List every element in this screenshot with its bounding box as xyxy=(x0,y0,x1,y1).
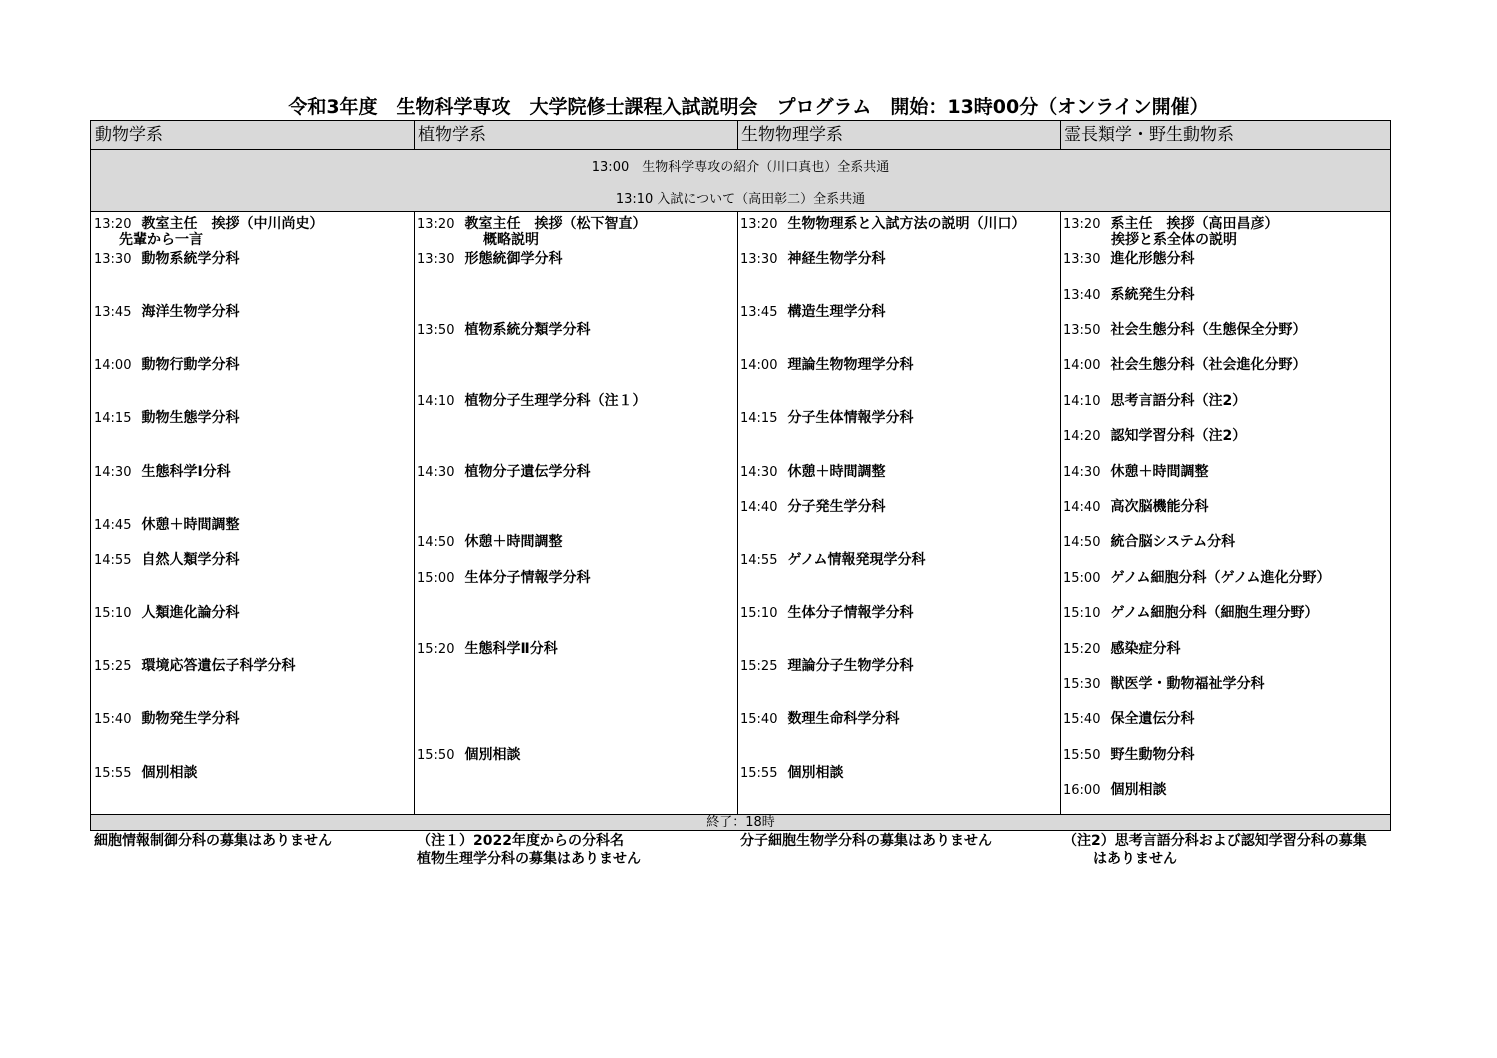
session-label: ゲノム細胞分科（細胞生理分野） xyxy=(1110,605,1319,621)
session-time: 14:50 xyxy=(417,535,455,550)
schedule-row xyxy=(417,744,520,764)
schedule-row xyxy=(740,762,843,782)
session-time: 14:30 xyxy=(1063,465,1101,480)
session-label: 休憩＋時間調整 xyxy=(787,464,886,480)
schedule-row xyxy=(1063,638,1180,658)
column-divider xyxy=(414,212,415,814)
session-time: 14:45 xyxy=(94,518,132,533)
schedule-row xyxy=(1063,567,1331,587)
session-label: 社会生態分科（社会進化分野） xyxy=(1110,357,1307,373)
session-label: 神経生物学分科 xyxy=(787,251,886,267)
footnote: （注１）2022年度からの分科名 xyxy=(417,833,624,849)
schedule-row xyxy=(1063,354,1306,374)
session-time: 15:10 xyxy=(94,606,132,621)
session-label: 野生動物分科 xyxy=(1110,747,1195,763)
schedule-row xyxy=(417,461,590,481)
session-label: 休憩＋時間調整 xyxy=(141,517,240,533)
session-subtitle: 概略説明 xyxy=(483,232,539,248)
schedule-row xyxy=(740,407,913,427)
session-time: 15:55 xyxy=(94,766,132,781)
schedule-row xyxy=(1063,319,1306,339)
header-botany: 植物学系 xyxy=(414,121,737,150)
schedule-row xyxy=(740,354,913,374)
session-label: ゲノム情報発現学分科 xyxy=(787,552,926,568)
schedule-row xyxy=(1063,708,1194,728)
session-label: 形態統御学分科 xyxy=(464,251,563,267)
column-divider xyxy=(414,121,415,150)
session-label: 動物系統学分科 xyxy=(141,251,240,267)
session-time: 15:20 xyxy=(417,642,455,657)
session-label: 休憩＋時間調整 xyxy=(1110,464,1209,480)
schedule-row xyxy=(1063,744,1194,764)
session-time: 13:30 xyxy=(94,252,132,267)
common-session-intro: 13:00 生物科学専攻の紹介（川口真也）全系共通 xyxy=(591,160,890,175)
session-label: 数理生命科学分科 xyxy=(787,711,900,727)
session-label: 個別相談 xyxy=(141,765,198,781)
schedule-row xyxy=(740,708,899,728)
schedule-row xyxy=(1063,461,1208,481)
session-time: 14:00 xyxy=(1063,358,1101,373)
schedule-row xyxy=(1063,673,1264,693)
session-time: 14:30 xyxy=(94,465,132,480)
schedule-row xyxy=(94,461,231,481)
session-time: 14:10 xyxy=(1063,394,1101,409)
session-label: 教室主任 挨拶（中川尚史） xyxy=(141,216,324,232)
session-time: 15:10 xyxy=(1063,606,1101,621)
session-time: 15:00 xyxy=(1063,571,1101,586)
session-label: 生物物理系と入試方法の説明（川口） xyxy=(787,216,1026,232)
session-time: 15:40 xyxy=(94,712,132,727)
schedule-row xyxy=(740,655,913,675)
schedule-row xyxy=(740,248,885,268)
session-label: 高次脳機能分科 xyxy=(1110,499,1209,515)
session-label: 動物発生学分科 xyxy=(141,711,240,727)
session-time: 15:30 xyxy=(1063,677,1101,692)
session-time: 13:20 xyxy=(94,217,132,232)
column-divider xyxy=(737,121,738,150)
session-time: 13:30 xyxy=(417,252,455,267)
session-label: 生体分子情報学分科 xyxy=(464,570,591,586)
schedule-row xyxy=(1063,496,1208,516)
schedule-row xyxy=(740,213,1025,233)
session-label: 生態科学Ⅰ分科 xyxy=(141,464,231,480)
column-divider xyxy=(1060,121,1061,150)
schedule-row xyxy=(1063,390,1246,410)
column-divider xyxy=(737,212,738,814)
session-time: 13:50 xyxy=(417,323,455,338)
schedule-row xyxy=(94,602,239,622)
session-time: 13:50 xyxy=(1063,323,1101,338)
schedule-row xyxy=(740,549,926,569)
column-divider xyxy=(1060,212,1061,814)
schedule-row xyxy=(1063,779,1166,799)
session-time: 13:45 xyxy=(94,305,132,320)
schedule-row xyxy=(1063,284,1194,304)
session-time: 14:55 xyxy=(94,553,132,568)
schedule-row xyxy=(94,301,239,321)
session-label: 社会生態分科（生態保全分野） xyxy=(1110,322,1307,338)
schedule-row xyxy=(94,407,239,427)
session-label: 個別相談 xyxy=(787,765,844,781)
session-label: 理論分子生物学分科 xyxy=(787,658,914,674)
session-label: 保全遺伝分科 xyxy=(1110,711,1195,727)
schedule-row xyxy=(94,549,239,569)
session-time: 14:15 xyxy=(740,411,778,426)
session-label: ゲノム細胞分科（ゲノム進化分野） xyxy=(1110,570,1331,586)
session-label: 獣医学・動物福祉学分科 xyxy=(1110,676,1265,692)
session-time: 14:00 xyxy=(94,358,132,373)
session-time: 14:30 xyxy=(417,465,455,480)
session-label: 自然人類学分科 xyxy=(141,552,240,568)
session-time: 15:55 xyxy=(740,766,778,781)
common-session-exam: 13:10 入試について（高田彰二）全系共通 xyxy=(615,192,866,207)
session-time: 15:50 xyxy=(417,748,455,763)
session-label: 個別相談 xyxy=(464,747,521,763)
session-label: 構造生理学分科 xyxy=(787,304,886,320)
schedule-row xyxy=(1063,531,1235,551)
session-label: 人類進化論分科 xyxy=(141,605,240,621)
session-time: 15:40 xyxy=(1063,712,1101,727)
header-biophysics: 生物物理学系 xyxy=(737,121,1060,150)
session-time: 13:40 xyxy=(1063,288,1101,303)
schedule-row xyxy=(94,514,239,534)
footnote: はありません xyxy=(1093,851,1177,867)
session-time: 14:55 xyxy=(740,553,778,568)
session-label: 感染症分科 xyxy=(1110,641,1181,657)
session-time: 13:30 xyxy=(740,252,778,267)
session-time: 14:15 xyxy=(94,411,132,426)
footnote: 分子細胞生物学分科の募集はありません xyxy=(740,833,992,849)
schedule-row xyxy=(417,248,562,268)
page-title: 令和3年度 生物科学専攻 大学院修士課程入試説明会 プログラム 開始：13時00分（オンライン開催） xyxy=(288,96,1209,118)
schedule-row xyxy=(94,354,239,374)
session-label: 思考言語分科（注2） xyxy=(1110,393,1247,409)
session-time: 13:30 xyxy=(1063,252,1101,267)
session-label: 植物分子遺伝学分科 xyxy=(464,464,591,480)
schedule-row xyxy=(417,567,590,587)
session-label: 統合脳システム分科 xyxy=(1110,534,1236,550)
schedule-row xyxy=(740,461,885,481)
session-label: 個別相談 xyxy=(1110,782,1167,798)
session-label: 進化形態分科 xyxy=(1110,251,1195,267)
session-time: 14:30 xyxy=(740,465,778,480)
session-label: 認知学習分科（注2） xyxy=(1110,428,1247,444)
session-subtitle: 先輩から一言 xyxy=(119,232,203,248)
session-label: 教室主任 挨拶（松下智直） xyxy=(464,216,647,232)
end-time-bar: 終了：18時 xyxy=(91,814,1390,830)
session-time: 14:40 xyxy=(1063,500,1101,515)
schedule-row xyxy=(740,496,885,516)
schedule-row xyxy=(417,390,646,410)
session-label: 休憩＋時間調整 xyxy=(464,534,563,550)
schedule-row xyxy=(740,301,885,321)
session-time: 15:25 xyxy=(740,659,778,674)
schedule-row xyxy=(417,638,558,658)
schedule-row xyxy=(94,762,197,782)
session-time: 15:40 xyxy=(740,712,778,727)
session-time: 14:20 xyxy=(1063,429,1101,444)
session-time: 15:20 xyxy=(1063,642,1101,657)
session-time: 14:50 xyxy=(1063,535,1101,550)
session-time: 14:00 xyxy=(740,358,778,373)
footnote: （注2）思考言語分科および認知学習分科の募集 xyxy=(1063,833,1367,849)
common-sessions xyxy=(91,150,1390,212)
footnote: 細胞情報制御分科の募集はありません xyxy=(94,833,332,849)
session-time: 15:25 xyxy=(94,659,132,674)
schedule-row xyxy=(1063,425,1246,445)
session-label: 分子生体情報学分科 xyxy=(787,410,914,426)
schedule-row xyxy=(740,602,913,622)
schedule-row xyxy=(1063,248,1194,268)
schedule-row xyxy=(94,708,239,728)
session-time: 13:45 xyxy=(740,305,778,320)
session-label: 理論生物物理学分科 xyxy=(787,357,914,373)
session-label: 生体分子情報学分科 xyxy=(787,605,914,621)
session-time: 14:10 xyxy=(417,394,455,409)
header-primatology: 霊長類学・野生動物系 xyxy=(1060,121,1390,150)
session-time: 15:00 xyxy=(417,571,455,586)
session-label: 動物行動学分科 xyxy=(141,357,240,373)
header-zoology: 動物学系 xyxy=(91,121,414,150)
session-time: 13:20 xyxy=(417,217,455,232)
session-label: 系主任 挨拶（高田昌彦） xyxy=(1110,216,1279,232)
session-label: 生態科学Ⅱ分科 xyxy=(464,641,558,657)
schedule-row xyxy=(1063,602,1319,622)
session-label: 植物系統分類学分科 xyxy=(464,322,591,338)
session-time: 13:20 xyxy=(740,217,778,232)
schedule-row xyxy=(417,319,590,339)
session-label: 動物生態学分科 xyxy=(141,410,240,426)
session-time: 13:20 xyxy=(1063,217,1101,232)
session-label: 海洋生物学分科 xyxy=(141,304,240,320)
session-label: 系統発生分科 xyxy=(1110,287,1195,303)
session-time: 15:10 xyxy=(740,606,778,621)
session-time: 14:40 xyxy=(740,500,778,515)
schedule-row xyxy=(94,248,239,268)
session-time: 15:50 xyxy=(1063,748,1101,763)
session-label: 植物分子生理学分科（注１） xyxy=(464,393,647,409)
session-time: 16:00 xyxy=(1063,783,1101,798)
session-subtitle: 挨拶と系全体の説明 xyxy=(1111,232,1237,248)
session-label: 環境応答遺伝子科学分科 xyxy=(141,658,296,674)
schedule-row xyxy=(417,531,562,551)
session-label: 分子発生学分科 xyxy=(787,499,886,515)
schedule-row xyxy=(94,655,295,675)
footnote: 植物生理学分科の募集はありません xyxy=(417,851,641,867)
